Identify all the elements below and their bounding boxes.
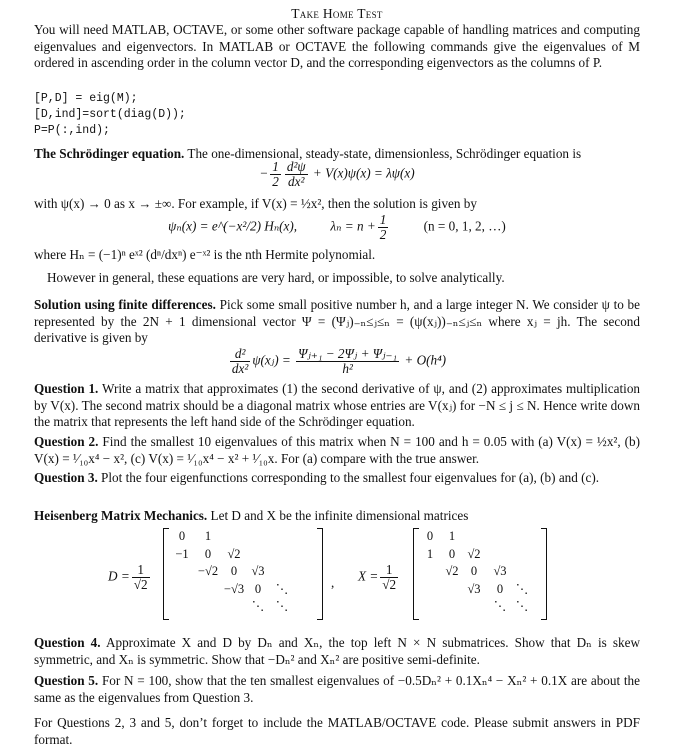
question-3 (34, 470, 640, 487)
numerator: d² (230, 347, 250, 362)
right-bracket (317, 528, 323, 620)
code-block (34, 91, 186, 139)
document-title: Take Home Test (291, 6, 383, 21)
matrix-d (163, 528, 323, 620)
right-bracket (541, 528, 547, 620)
matrix-cell: 0 (230, 564, 238, 578)
question-label: Question 5. (34, 673, 99, 688)
denominator: h² (342, 361, 353, 376)
question-1 (34, 381, 640, 431)
matrix-cell: ⋱ (493, 599, 507, 613)
eq-rhs: + V(x)ψ(x) = λψ(x) (312, 165, 415, 181)
section-heading: Solution using finite differences. (34, 297, 216, 312)
matrix-cell: 0 (448, 546, 456, 561)
finite-difference-equation (0, 347, 674, 376)
fraction (285, 160, 308, 189)
matrix-cell: −√2 (197, 564, 219, 578)
matrix-cell: 1 (426, 546, 434, 561)
hermite-text: where Hₙ = (−1)ⁿ eˣ² (dⁿ/dxⁿ) e⁻ˣ² is the nth Hermite polynomial. (34, 247, 376, 262)
fraction (380, 563, 398, 592)
matrix-cell: √3 (493, 564, 507, 578)
numerator: 1 (380, 563, 398, 578)
section-heading: Heisenberg Matrix Mechanics. (34, 508, 208, 523)
matrix-cell: √3 (251, 564, 265, 578)
intro-paragraph: You will need MATLAB, OCTAVE, or some other software package capable of handling matrices and computing eigenvalues and eigenvectors. In MATLAB or OCTAVE the following commands give the eigenvalues of M ordered in ascending order in the column vector D, and the corresponding eigenvectors as the columns of P. (34, 22, 640, 70)
question-label: Question 3. (34, 470, 98, 485)
question-2 (34, 434, 640, 467)
section-text: Let D and X be the infinite dimensional matrices (210, 508, 469, 523)
label: X = (358, 568, 379, 584)
finite-differences-paragraph (34, 297, 640, 347)
matrix-cell: ⋱ (515, 599, 529, 613)
matrix-cell: 0 (470, 564, 478, 578)
matrix-d-label (108, 563, 152, 592)
question-text: Plot the four eigenfunctions corresponding to the smallest four eigenvalues for (a), (b) and (c). (101, 470, 600, 485)
section-text: The one-dimensional, steady-state, dimensionless, Schrödinger equation is (187, 146, 582, 161)
matrix-cell: 0 (496, 581, 504, 596)
matrix-cell: √2 (445, 564, 459, 578)
fraction (230, 347, 250, 376)
question-text: For N = 100, show that the ten smallest eigenvalues of −0.5Dₙ² + 0.1Xₙ⁴ − Xₙ² + 0.1X are about the same as the eigenvalues from Question 3. (34, 673, 641, 705)
question-label: Question 2. (34, 434, 99, 449)
question-label: Question 4. (34, 635, 101, 650)
section-heading: The Schrödinger equation. (34, 146, 185, 161)
matrix-x-label (358, 563, 400, 592)
matrix-cell: ⋱ (275, 581, 289, 596)
code-line: [P,D] = eig(M); (34, 92, 138, 105)
fraction (270, 160, 281, 189)
denominator: √2 (133, 577, 148, 592)
matrix-cell: √2 (227, 546, 241, 561)
schrodinger-equation (0, 160, 674, 189)
eq-lambda: λₙ = n + (330, 218, 376, 234)
question-4 (34, 635, 640, 668)
matrix-cell: 0 (254, 581, 262, 596)
eq-minus: − (259, 165, 269, 181)
question-text: Write a matrix that approximates (1) the second derivative of ψ, and (2) approximates multiplication by V(x). The second matrix should be a diagonal matrix whose entries are V(xⱼ) for −N ≤ j ≤ N. Hence write down the matrix that represents the left hand side of the Schrödinger equation. (34, 381, 641, 429)
section-text: Pick some small positive number h, and a large integer N. We consider ψ to be represented by the 2N + 1 dimensional vector Ψ = (Ψⱼ)₋ₙ≤ⱼ≤ₙ = (ψ(xⱼ))₋ₙ≤ⱼ≤ₙ where xⱼ = jh. The second derivative is given by (34, 297, 640, 345)
fraction (296, 347, 399, 376)
matrix-cell: 1 (204, 529, 212, 543)
denominator: 2 (379, 227, 387, 242)
code-line: P=P(:,ind); (34, 124, 110, 137)
numerator: 1 (132, 563, 150, 578)
heisenberg-paragraph (34, 508, 640, 525)
solution-equation (0, 213, 674, 242)
denominator: dx² (231, 361, 249, 376)
matrix-cell: ⋱ (251, 599, 265, 613)
numerator: Ψⱼ₊₁ − 2Ψⱼ + Ψⱼ₋₁ (298, 346, 398, 361)
matrix-cell: 0 (204, 546, 212, 561)
question-text: Approximate X and D by Dₙ and Xₙ, the top left N × N submatrices. Show that Dₙ is skew symmetric, and Xₙ is symmetric. Show that −Dₙ² and Xₙ² are positive semi-definite. (34, 635, 641, 667)
eq-lhs: ψ(xⱼ) = (252, 352, 291, 368)
matrix-cell: ⋱ (275, 599, 289, 613)
eq-rest: + O(h⁴) (404, 352, 447, 368)
numerator: 1 (379, 212, 387, 227)
matrix-cell: √3 (467, 581, 481, 596)
comma: , (331, 575, 335, 590)
matrix-cell: −√3 (223, 581, 245, 596)
question-label: Question 1. (34, 381, 99, 396)
matrix-cell: −1 (175, 546, 189, 561)
matrix-x (413, 528, 547, 620)
code-line: [D,ind]=sort(diag(D)); (34, 108, 186, 121)
however-text: However in general, these equations are very hard, or impossible, to solve analytically. (47, 270, 505, 285)
numerator: d²ψ (286, 159, 306, 174)
question-text: Find the smallest 10 eigenvalues of this matrix when N = 100 and h = 0.05 with (a) V(x) = ½x², (b) V(x) = ¹⁄₁₀x⁴ − x², (c) V(x) = ¹⁄₁₀x⁴ − x² + ¹⁄₁₀x. For (a) compare with the true answer. (34, 434, 641, 466)
footer-note: For Questions 2, 3 and 5, don’t forget to include the MATLAB/OCTAVE code. Please submit answers in PDF format. (34, 715, 640, 747)
numerator: 1 (272, 159, 279, 174)
denominator: 2 (272, 174, 279, 189)
fraction (132, 563, 150, 592)
matrix-cell: ⋱ (515, 581, 529, 596)
eq-psi: ψₙ(x) = e^(−x²/2) Hₙ(x), (168, 218, 298, 234)
matrix-cell: 0 (178, 529, 186, 543)
example-text: with ψ(x) → 0 as x → ±∞. For example, if V(x) = ½x², then the solution is given by (34, 196, 477, 211)
label: D = (108, 568, 130, 584)
denominator: √2 (382, 577, 397, 592)
matrix-cell: 1 (448, 529, 456, 543)
matrix-cell: √2 (467, 546, 481, 561)
eq-range: (n = 0, 1, 2, …) (423, 218, 506, 234)
denominator: dx² (288, 174, 305, 189)
fraction (378, 213, 389, 242)
matrix-cell: 0 (426, 529, 434, 543)
question-5 (34, 673, 640, 706)
